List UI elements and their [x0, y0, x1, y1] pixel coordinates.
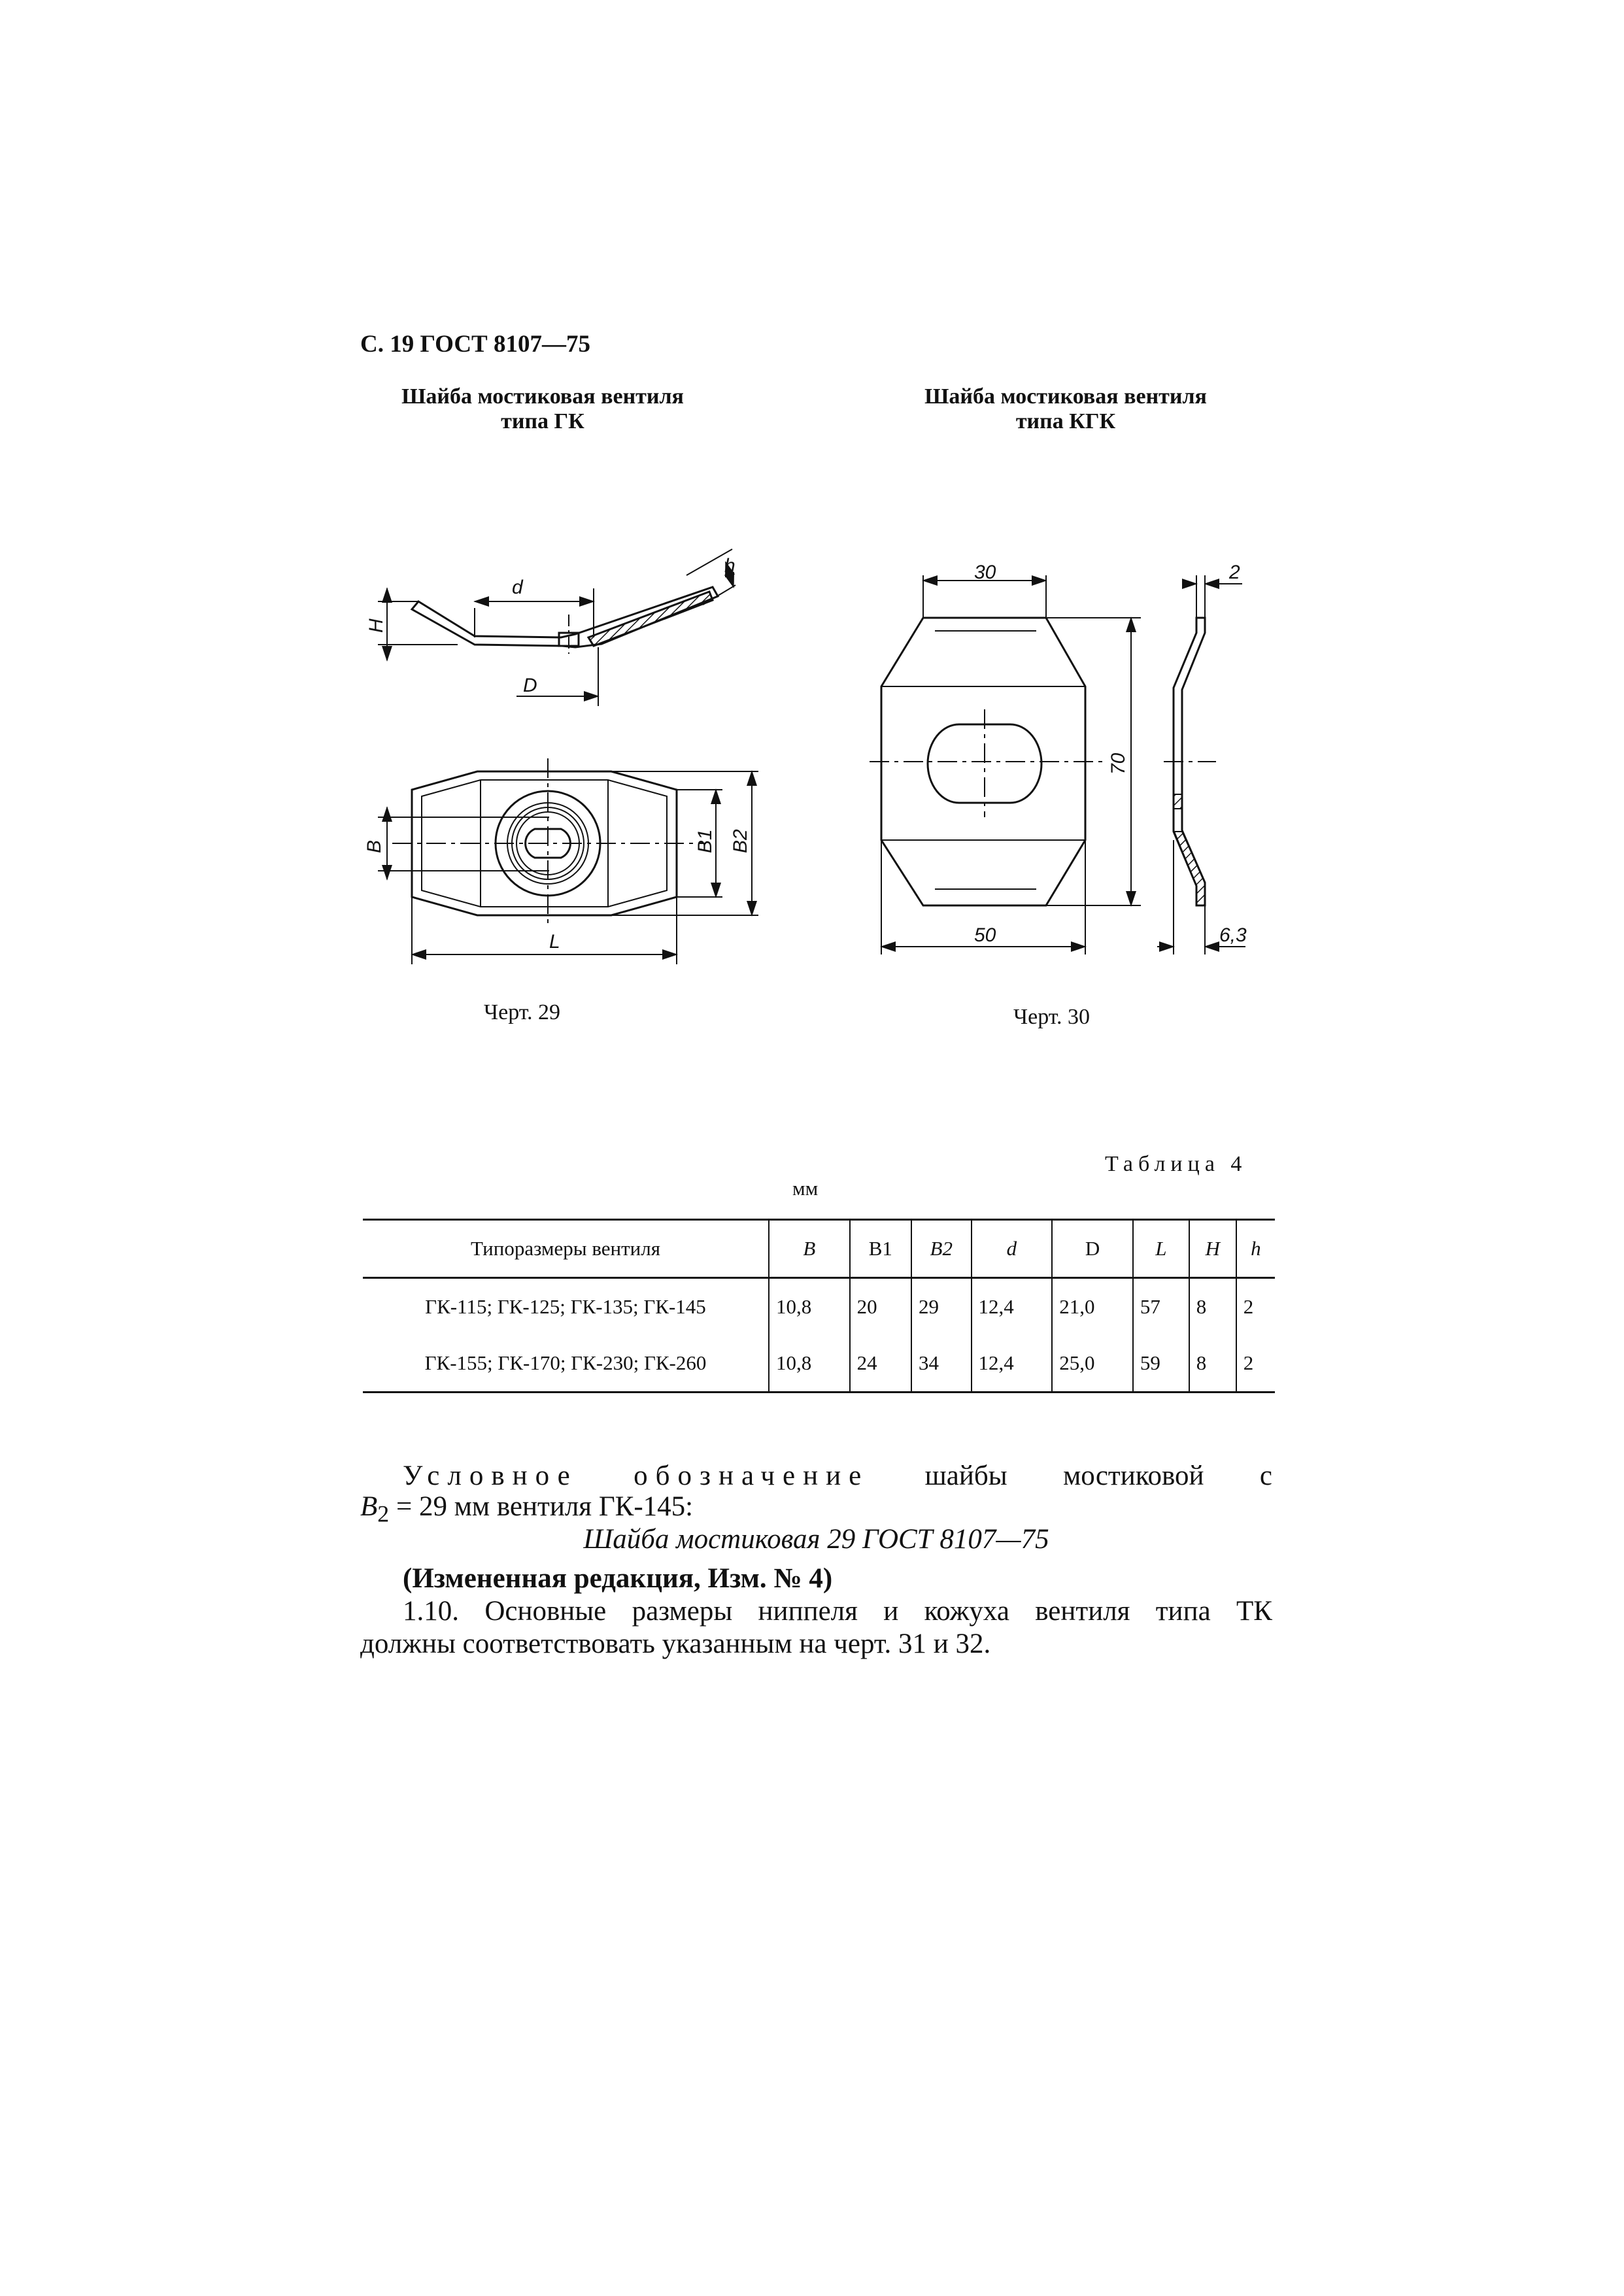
word: 1.10. — [403, 1596, 459, 1627]
variable-B: B — [360, 1491, 378, 1522]
cell-model: ГК-155; ГК-170; ГК-230; ГК-260 — [424, 1351, 707, 1374]
cell-d: 12,4 — [972, 1335, 1053, 1393]
figure-30-label: Черт. 30 — [1013, 1005, 1091, 1029]
figure-29-label-B2: B2 — [730, 829, 751, 853]
technical-drawings — [0, 0, 1624, 1111]
header-B: B — [769, 1220, 850, 1278]
word: вентиля — [1035, 1596, 1130, 1627]
figure-29-label: Черт. 29 — [484, 1000, 561, 1024]
word: ниппеля — [758, 1596, 858, 1627]
figure-30-dim-width-bottom: 50 — [974, 924, 996, 946]
word: Условное — [403, 1460, 578, 1491]
header-model: Типоразмеры вентиля — [470, 1237, 661, 1260]
cell-B1: 20 — [850, 1278, 911, 1336]
cell-L: 57 — [1133, 1278, 1189, 1336]
cell-D: 21,0 — [1052, 1278, 1133, 1336]
designation-example: Шайба мостиковая 29 ГОСТ 8107—75 — [583, 1524, 1049, 1555]
table-title: Таблица 4 — [1105, 1152, 1247, 1176]
figure-29-caption-line1: Шайба мостиковая вентиля — [401, 384, 684, 409]
header-L: L — [1133, 1220, 1189, 1278]
figure-29-label-d: d — [512, 577, 523, 598]
figure-29-caption-line2: типа ГК — [501, 409, 584, 433]
figure-29-label-L: L — [549, 931, 560, 953]
cell-h: 2 — [1236, 1278, 1275, 1336]
cell-h: 2 — [1236, 1335, 1275, 1393]
cell-H: 8 — [1189, 1278, 1236, 1336]
figure-29-side-view — [378, 549, 736, 706]
header-D: D — [1052, 1220, 1133, 1278]
cell-B: 10,8 — [769, 1335, 850, 1393]
cell-D: 25,0 — [1052, 1335, 1133, 1393]
word: Основные — [484, 1596, 607, 1627]
word: обозначение — [634, 1460, 870, 1491]
cell-L: 59 — [1133, 1335, 1189, 1393]
table-unit: мм — [792, 1177, 819, 1200]
header-B1: B1 — [850, 1220, 911, 1278]
word: кожуха — [924, 1596, 1009, 1627]
figure-30-dim-thickness: 2 — [1229, 562, 1240, 583]
header-h: h — [1236, 1220, 1275, 1278]
header-H: H — [1189, 1220, 1236, 1278]
word: типа — [1155, 1596, 1211, 1627]
figure-30-side-view — [1157, 575, 1245, 954]
figure-30-plan-view — [870, 575, 1141, 954]
word: с — [1259, 1460, 1272, 1491]
header-B2: B2 — [911, 1220, 972, 1278]
variable-subscript: 2 — [377, 1500, 390, 1527]
table-row — [363, 1335, 1275, 1393]
word: размеры — [632, 1596, 733, 1627]
cell-H: 8 — [1189, 1335, 1236, 1393]
figure-30-caption-line2: типа КГК — [1015, 409, 1116, 433]
cell-B2: 29 — [911, 1278, 972, 1336]
cell-d: 12,4 — [972, 1278, 1053, 1336]
figure-29-label-B1: B1 — [694, 829, 716, 853]
figure-30-dim-offset: 6,3 — [1219, 924, 1247, 946]
figure-30-caption-line1: Шайба мостиковая вентиля — [924, 384, 1207, 409]
figure-29-plan-view — [378, 758, 758, 964]
condition-text: = 29 мм вентиля ГК-145: — [389, 1491, 694, 1522]
figure-29-label-D: D — [523, 675, 537, 696]
cell-B2: 34 — [911, 1335, 972, 1393]
word: и — [883, 1596, 899, 1627]
word: мостиковой — [1063, 1460, 1204, 1491]
clause-1-10-line1 — [403, 1595, 1272, 1628]
clause-1-10-line2: должны соответствовать указанным на черт. 31 и 32. — [360, 1629, 991, 1659]
figure-30-dim-height: 70 — [1108, 752, 1129, 775]
header-d: d — [972, 1220, 1053, 1278]
figure-29-label-h: h — [724, 555, 736, 577]
dimensions-table — [363, 1219, 1275, 1393]
cell-B: 10,8 — [769, 1278, 850, 1336]
amendment-note: (Измененная редакция, Изм. № 4) — [403, 1563, 833, 1594]
cell-B1: 24 — [850, 1335, 911, 1393]
designation-intro — [403, 1460, 1272, 1493]
word: ТК — [1236, 1596, 1272, 1627]
table-row — [363, 1278, 1275, 1336]
figure-29-label-B: B — [364, 839, 385, 853]
table-header-row — [363, 1220, 1275, 1278]
cell-model: ГК-115; ГК-125; ГК-135; ГК-145 — [425, 1295, 706, 1318]
figure-30-dim-width-top: 30 — [974, 562, 996, 583]
figure-29-label-H: H — [365, 618, 387, 633]
page-header: С. 19 ГОСТ 8107—75 — [360, 331, 590, 358]
word: шайбы — [924, 1460, 1007, 1491]
